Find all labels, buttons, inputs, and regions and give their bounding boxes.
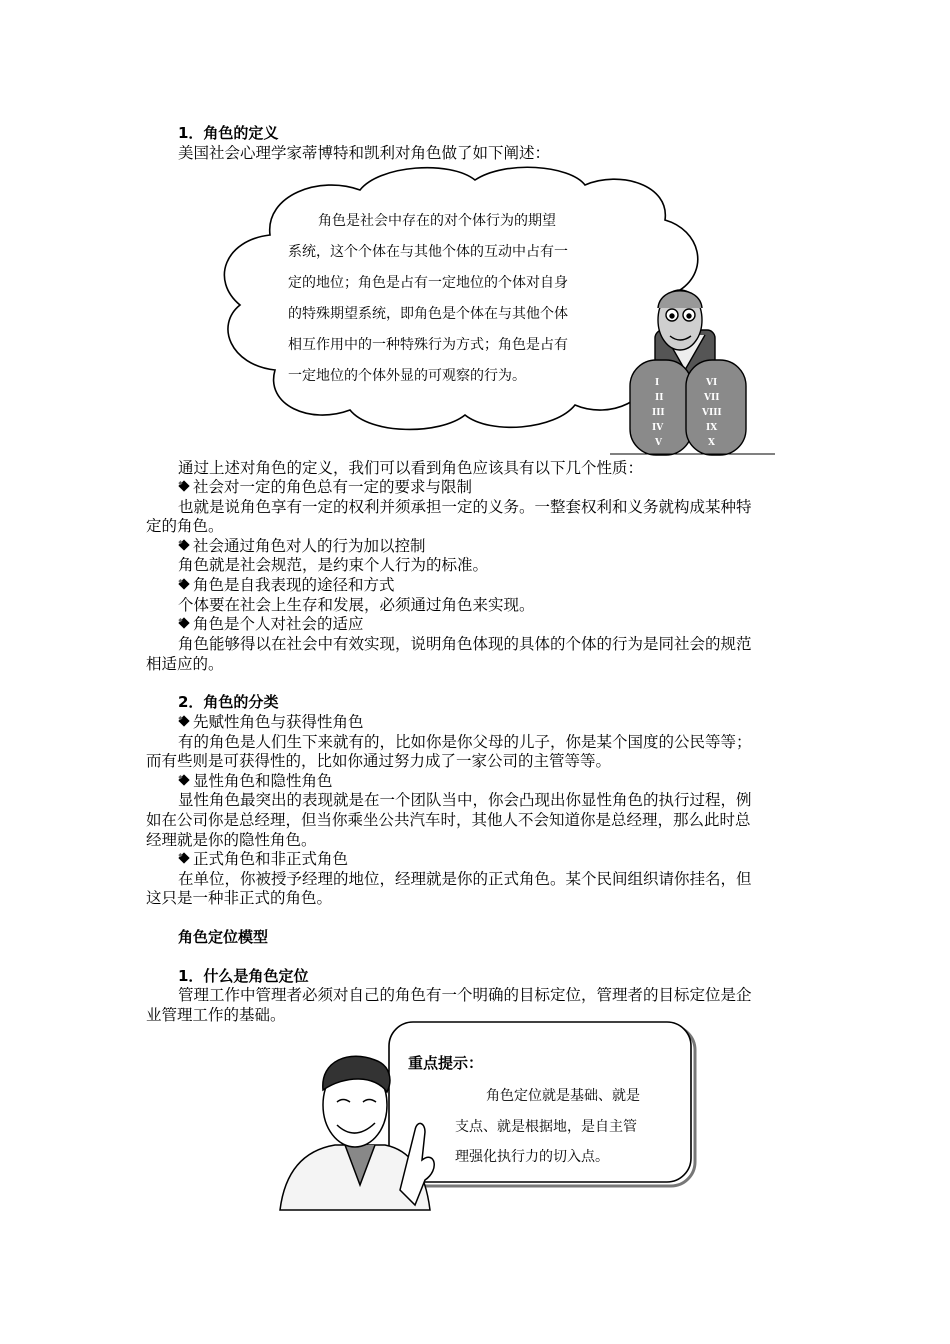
tip-title: 重点提示： — [408, 1054, 484, 1072]
paragraph: 角色就是社会规范，是约束个人行为的标准。 — [178, 556, 489, 574]
diamond-bullet-icon — [178, 715, 189, 726]
bullet-item: 角色是自我表现的途径和方式 — [146, 576, 843, 595]
cloud-text-line: 相互作用中的一种特殊行为方式；角色是占有 — [288, 337, 568, 353]
paragraph: 业管理工作的基础。 — [146, 1006, 286, 1024]
tablet-numeral: X — [708, 438, 715, 448]
paragraph: 这只是一种非正式的角色。 — [146, 889, 333, 907]
diamond-bullet-icon — [178, 852, 189, 863]
cloud-text-line: 的特殊期望系统，即角色是个体在与其他个体 — [288, 306, 568, 322]
paragraph: 管理工作中管理者必须对自己的角色有一个明确的目标定位，管理者的目标定位是企 — [178, 986, 752, 1004]
tip-text-line: 角色定位就是基础、就是 — [486, 1088, 640, 1104]
section-heading-definition: 1．角色的定义 — [178, 124, 279, 142]
diamond-bullet-icon — [178, 578, 189, 589]
bullet-item: 角色是个人对社会的适应 — [146, 615, 843, 634]
tip-text-line: 支点、就是根据地，是自主管 — [455, 1119, 637, 1135]
diamond-bullet-icon — [178, 774, 189, 785]
paragraph: 显性角色最突出的表现就是在一个团队当中，你会凸现出你显性角色的执行过程，例 — [178, 791, 752, 809]
cloud-text-line: 系统，这个个体在与其他个体的互动中占有一 — [288, 244, 568, 260]
bullet-item: 先赋性角色与获得性角色 — [146, 713, 843, 732]
cloud-text-line: 定的地位；角色是占有一定地位的个体对自身 — [288, 275, 568, 291]
section-heading-classification: 2．角色的分类 — [178, 693, 279, 711]
paragraph: 角色能够得以在社会中有效实现，说明角色体现的具体的个体的行为是同社会的规范 — [178, 635, 752, 653]
paragraph: 相适应的。 — [146, 655, 224, 673]
tablet-numeral: II — [655, 393, 664, 403]
tip-text-line: 理强化执行力的切入点。 — [455, 1149, 609, 1165]
section-title-positioning-model: 角色定位模型 — [178, 928, 269, 946]
paragraph: 也就是说角色享有一定的权利并须承担一定的义务。一整套权利和义务就构成某种特 — [178, 498, 752, 516]
diamond-bullet-icon — [178, 617, 189, 628]
bullet-item: 正式角色和非正式角色 — [146, 850, 843, 869]
paragraph: 如在公司你是总经理，但当你乘坐公共汽车时，其他人不会知道你是总经理，那么此时总 — [146, 811, 751, 829]
bullet-item: 社会通过角色对人的行为加以控制 — [146, 537, 843, 556]
bullet-item: 显性角色和隐性角色 — [146, 772, 843, 791]
tablet-numeral: I — [655, 378, 660, 388]
cloud-text-line: 角色是社会中存在的对个体行为的期望 — [318, 213, 556, 229]
tablet-numeral: VII — [704, 393, 720, 403]
paragraph: 在单位，你被授予经理的地位，经理就是你的正式角色。某个民间组织请你挂名，但 — [178, 870, 752, 888]
diamond-bullet-icon — [178, 539, 189, 550]
tablet-numeral: IX — [706, 423, 718, 433]
section-heading-what-is-positioning: 1．什么是角色定位 — [178, 967, 309, 985]
bullet-item: 社会对一定的角色总有一定的要求与限制 — [146, 478, 843, 497]
tablet-numeral: VI — [706, 378, 718, 388]
tablet-numeral: III — [652, 408, 665, 418]
paragraph: 通过上述对角色的定义，我们可以看到角色应该具有以下几个性质： — [178, 459, 644, 477]
paragraph: 有的角色是人们生下来就有的，比如你是你父母的儿子，你是某个国度的公民等等； — [178, 733, 752, 751]
tablet-numeral: V — [655, 438, 662, 448]
diamond-bullet-icon — [178, 480, 189, 491]
paragraph: 个体要在社会上生存和发展，必须通过角色来实现。 — [178, 596, 535, 614]
tablet-numeral: VIII — [702, 408, 722, 418]
cloud-text-line: 一定地位的个体外显的可观察的行为。 — [288, 368, 526, 384]
paragraph: 经理就是你的隐性角色。 — [146, 831, 317, 849]
paragraph: 定的角色。 — [146, 517, 224, 535]
paragraph: 美国社会心理学家蒂博特和凯利对角色做了如下阐述： — [178, 144, 551, 162]
paragraph: 而有些则是可获得性的，比如你通过努力成了一家公司的主管等等。 — [146, 752, 612, 770]
tablet-numeral: IV — [652, 423, 664, 433]
